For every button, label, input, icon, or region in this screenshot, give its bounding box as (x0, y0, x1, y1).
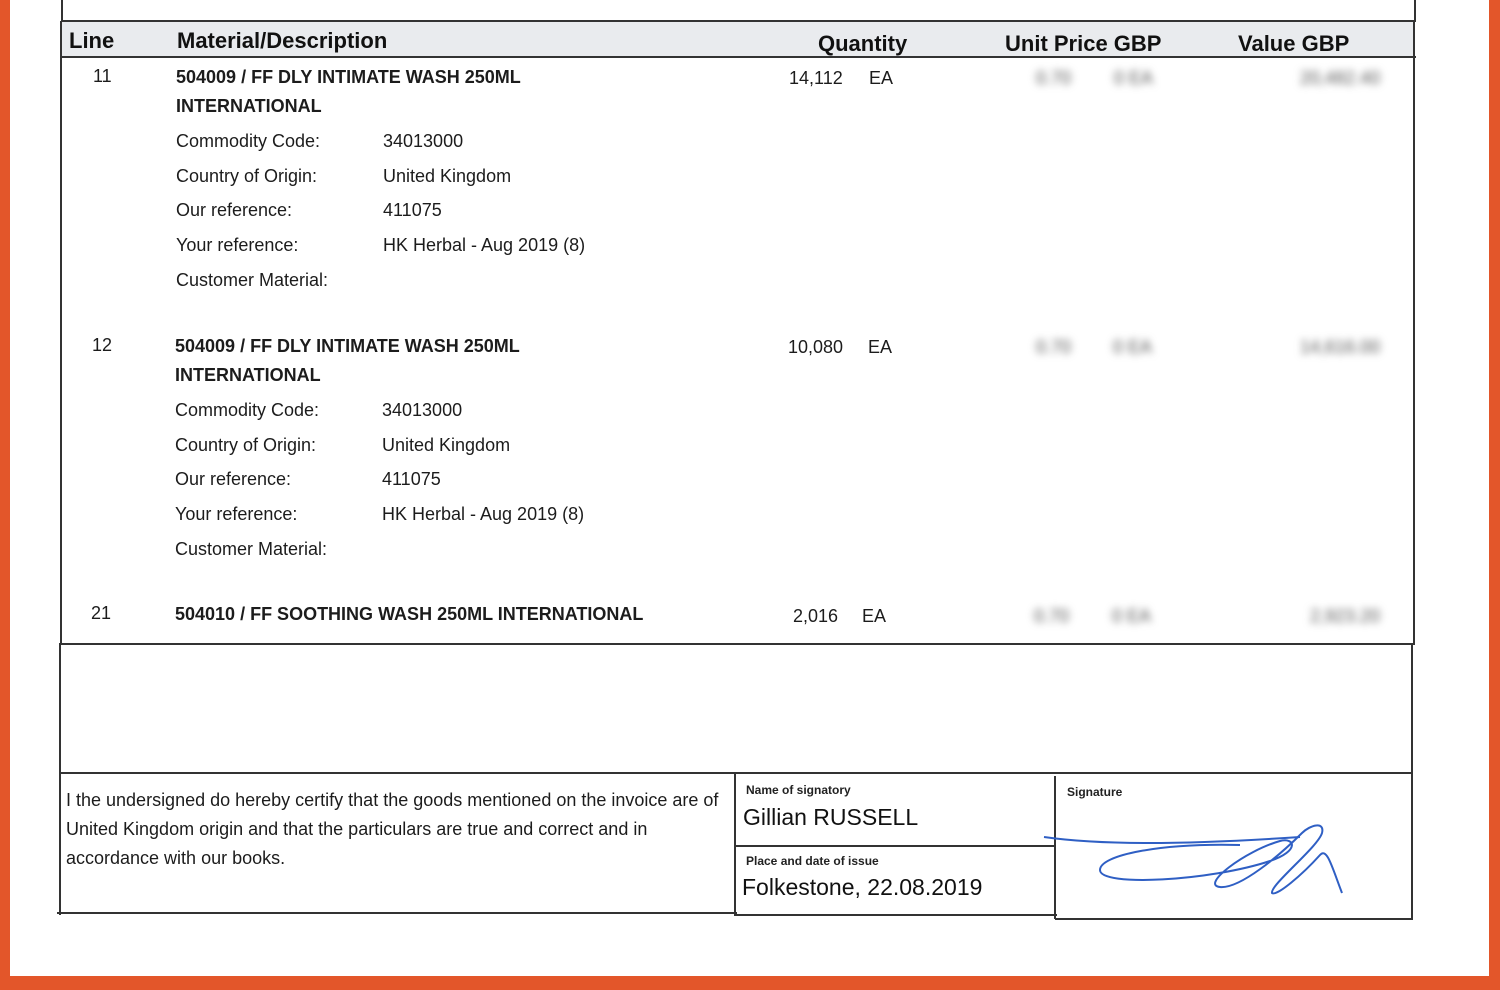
blank-area-right-border (1411, 643, 1413, 920)
your-reference-value: HK Herbal - Aug 2019 (8) (382, 504, 585, 524)
place-date-label: Place and date of issue (746, 854, 879, 868)
redacted-price-unit: 0 EA (1114, 68, 1154, 88)
item-description-cont: INTERNATIONAL (175, 365, 321, 385)
col-header-unit-price: Unit Price GBP (1005, 31, 1162, 56)
item-unit: EA (869, 68, 894, 88)
item-unit: EA (868, 337, 893, 357)
redacted-price-unit: 0 EA (1113, 337, 1153, 357)
table-left-border-top (61, 0, 63, 21)
country-of-origin-label: Country of Origin: (176, 166, 318, 186)
country-of-origin-value: United Kingdom (382, 435, 511, 455)
certification-top-rule (59, 772, 1413, 774)
our-reference-label: Our reference: (175, 469, 292, 489)
handwritten-signature (1040, 815, 1350, 905)
your-reference-label: Your reference: (175, 504, 298, 524)
item-quantity: 14,112 (789, 68, 843, 88)
country-of-origin-value: United Kingdom (383, 166, 512, 186)
item-quantity: 10,080 (788, 337, 844, 357)
customer-material-label: Customer Material: (176, 270, 329, 290)
blank-area-left-border (59, 643, 61, 915)
table-left-border (60, 21, 62, 645)
table-right-border-top (1414, 0, 1416, 21)
signatory-divider (735, 845, 1055, 847)
certification-bottom-rule-mid (735, 914, 1057, 916)
redacted-unit-price: 0.70 (1036, 68, 1072, 88)
signatory-name: Gillian RUSSELL (743, 804, 919, 830)
commodity-code-value: 34013000 (383, 131, 464, 151)
our-reference-value: 411075 (382, 469, 441, 489)
items-bottom-rule (60, 643, 1415, 645)
header-bottom-rule (61, 56, 1416, 58)
item-quantity: 2,016 (793, 606, 839, 626)
item-description: 504009 / FF DLY INTIMATE WASH 250ML (176, 67, 521, 87)
col-header-value: Value GBP (1238, 31, 1350, 56)
commodity-code-value: 34013000 (382, 400, 463, 420)
certification-statement: I the undersigned do hereby certify that the goods mentioned on the invoice are of United Kingdom origin and that the particulars are true and correct and in accordance with our books. (66, 790, 719, 868)
col-header-line: Line (69, 28, 115, 53)
country-of-origin-label: Country of Origin: (175, 435, 317, 455)
commodity-code-label: Commodity Code: (176, 131, 321, 151)
our-reference-label: Our reference: (176, 200, 293, 220)
redacted-value: 20,482.40 (1300, 68, 1381, 88)
header-top-rule (61, 20, 1416, 22)
col-header-quantity: Quantity (818, 31, 908, 56)
your-reference-label: Your reference: (176, 235, 299, 255)
redacted-value: 2,923.20 (1310, 606, 1381, 626)
item-description: 504010 / FF SOOTHING WASH 250ML INTERNATIONAL (175, 604, 644, 624)
redacted-unit-price: 0.70 (1034, 606, 1070, 626)
item-unit: EA (862, 606, 887, 626)
line-number: 21 (91, 603, 112, 623)
signatory-label: Name of signatory (746, 783, 851, 797)
table-right-border (1413, 21, 1415, 645)
our-reference-value: 411075 (383, 200, 442, 220)
line-number: 11 (93, 66, 112, 86)
customer-material-label: Customer Material: (175, 539, 328, 559)
item-description-cont: INTERNATIONAL (176, 96, 322, 116)
commodity-code-label: Commodity Code: (175, 400, 320, 420)
signature-label: Signature (1067, 785, 1123, 799)
col-header-material: Material/Description (177, 28, 388, 53)
redacted-price-unit: 0 EA (1112, 606, 1152, 626)
place-date-value: Folkestone, 22.08.2019 (742, 874, 983, 900)
redacted-unit-price: 0.70 (1036, 337, 1072, 357)
redacted-value: 14,616.00 (1300, 337, 1381, 357)
item-description: 504009 / FF DLY INTIMATE WASH 250ML (175, 336, 520, 356)
certification-bottom-rule-right (1055, 918, 1413, 920)
your-reference-value: HK Herbal - Aug 2019 (8) (383, 235, 586, 255)
line-number: 12 (92, 335, 113, 355)
certification-bottom-rule-left (57, 912, 737, 914)
